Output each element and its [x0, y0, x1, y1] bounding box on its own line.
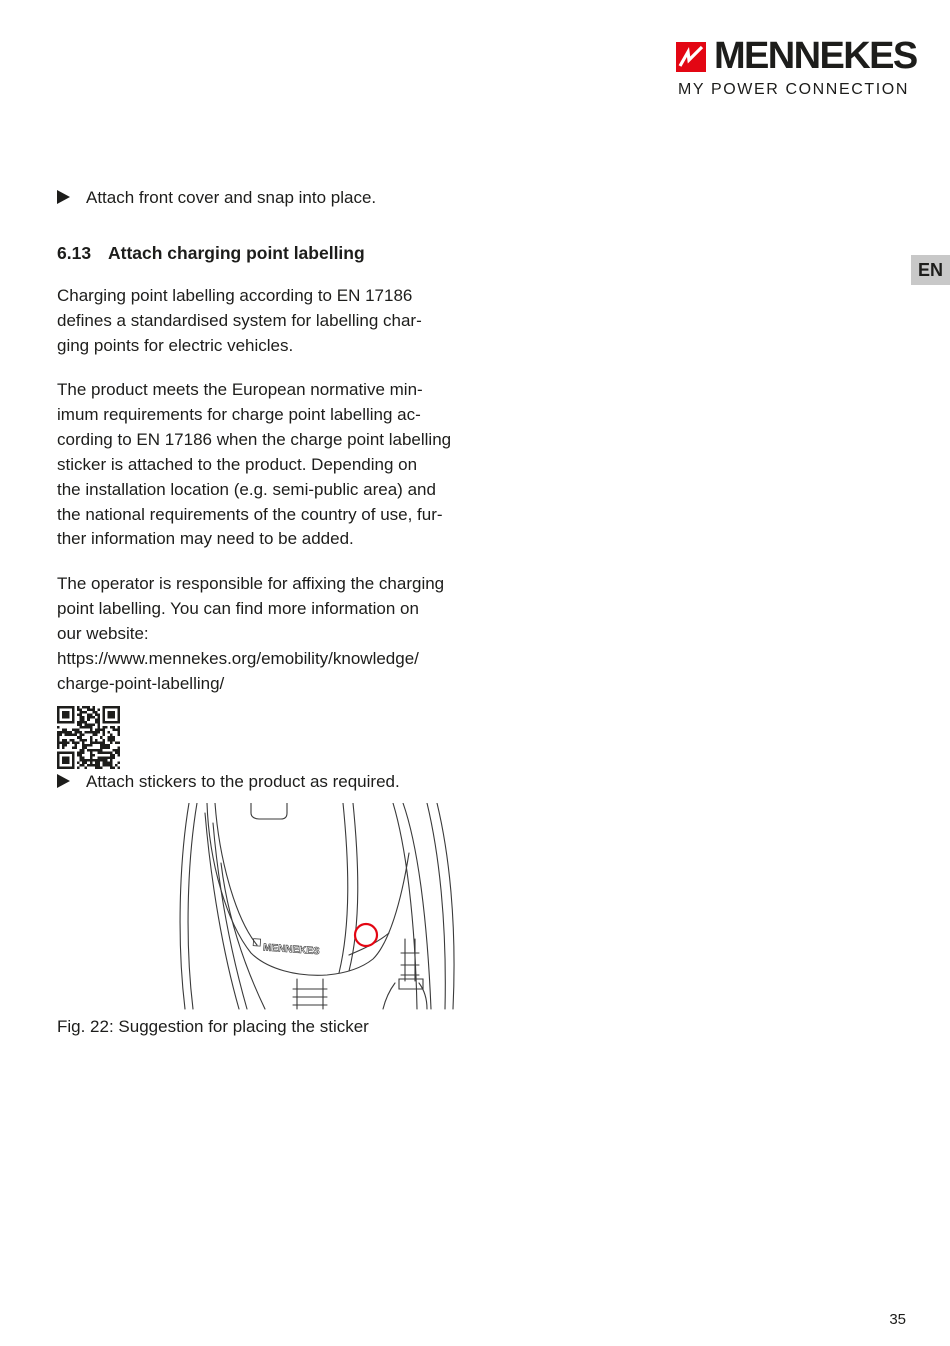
step-arrow-icon	[57, 774, 70, 788]
qr-code-icon[interactable]	[57, 706, 120, 769]
step-text: Attach front cover and snap into place.	[86, 188, 377, 207]
section-number: 6.13	[57, 243, 92, 263]
paragraph-line: point labelling. You can find more information on	[57, 598, 419, 618]
step-text: Attach stickers to the product as required.	[86, 772, 400, 791]
sticker-position-marker	[355, 924, 377, 946]
section-title: Attach charging point labelling	[108, 243, 365, 263]
step-arrow-icon	[57, 190, 70, 204]
page-number: 35	[889, 1311, 906, 1328]
section-heading	[57, 241, 365, 265]
brand-name: MENNEKES	[714, 35, 917, 77]
paragraph-line: sticker is attached to the product. Depending on	[57, 454, 418, 474]
paragraph-intro	[57, 284, 477, 359]
paragraph-line: imum requirements for charge point labelling ac-	[57, 404, 421, 424]
language-tab: EN	[911, 255, 950, 285]
figure-caption: Fig. 22: Suggestion for placing the sticker	[57, 1017, 369, 1036]
paragraph-line: the installation location (e.g. semi-public area) and	[57, 479, 436, 499]
paragraph-line: ging points for electric vehicles.	[57, 335, 294, 355]
paragraph-line: Charging point labelling according to EN 17186	[57, 286, 413, 305]
step-front-cover	[57, 186, 376, 210]
paragraph-line: our website:	[57, 623, 149, 643]
paragraph-line: The product meets the European normative min-	[57, 380, 423, 399]
paragraph-operator	[57, 572, 477, 697]
device-logo: MENNEKES	[262, 942, 320, 958]
paragraph-line: The operator is responsible for affixing the charging	[57, 574, 445, 593]
paragraph-line: the national requirements of the country of use, fur-	[57, 504, 443, 524]
paragraph-line: defines a standardised system for labelling char-	[57, 310, 422, 330]
paragraph-requirements	[57, 378, 477, 552]
website-link-line[interactable]: charge-point-labelling/	[57, 673, 225, 693]
paragraph-line: ther information may need to be added.	[57, 529, 354, 549]
paragraph-line: cording to EN 17186 when the charge point labelling	[57, 429, 452, 449]
brand-tagline: MY POWER CONNECTION	[678, 81, 910, 98]
brand-logo	[676, 35, 917, 100]
step-stickers	[57, 770, 400, 794]
mennekes-logo-icon	[676, 42, 706, 72]
website-link-line[interactable]: https://www.mennekes.org/emobility/knowledge/	[57, 648, 419, 668]
sticker-placement-figure	[127, 803, 467, 1011]
